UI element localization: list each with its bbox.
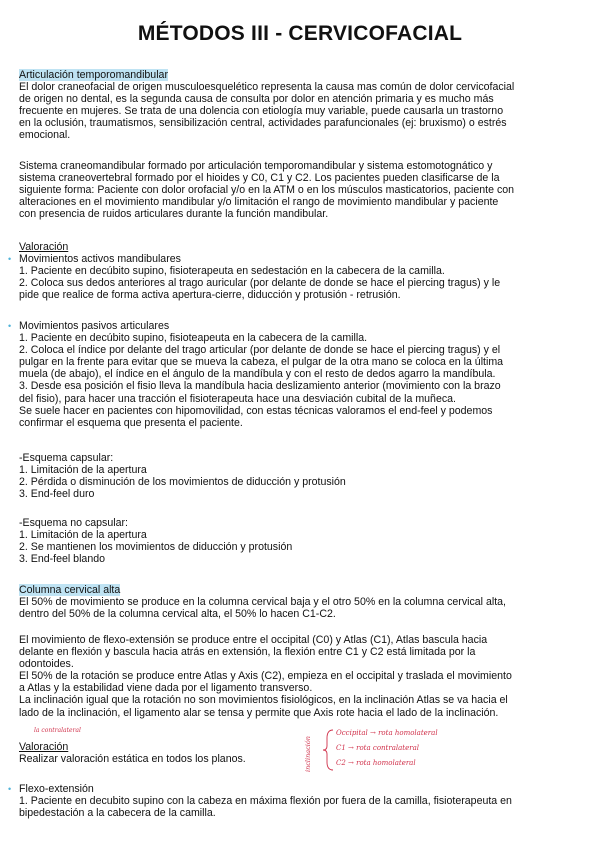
cervical-heading: Columna cervical alta <box>19 584 121 596</box>
pasivos-block <box>19 320 581 429</box>
cervical-valoracion-heading: Valoración <box>19 741 69 753</box>
text-line: -Esquema capsular: <box>19 452 114 464</box>
text-line: 1. Paciente en decubito supino con la cabeza en máxima flexión por fuera de la camilla, fisioterapeuta en <box>19 795 512 808</box>
text-line: El movimiento de flexo-extensión se produce entre el occipital (C0) y Atlas (C1), Atlas bascula hacia <box>19 634 488 646</box>
cervical-paragraph-2 <box>19 634 581 719</box>
text-line: 3. End-feel blando <box>19 553 105 566</box>
esquema-capsular-block <box>19 452 581 500</box>
text-line: odontoides. <box>19 658 74 671</box>
bullet-icon: • <box>8 254 12 264</box>
handwritten-note-line: C2 → rota homolateral <box>336 759 416 767</box>
text-line: -Esquema no capsular: <box>19 517 128 529</box>
text-line: Movimientos pasivos articulares <box>19 320 170 332</box>
cervical-paragraph-1 <box>19 596 581 620</box>
bullet-icon: • <box>8 784 12 794</box>
text-line: bipedestación a la cabecera de la camilla. <box>19 807 216 820</box>
activos-block <box>19 253 581 301</box>
text-line: 1. Paciente en decúbito supino, fisioterapeuta en sedestación en la cabecera de la camilla. <box>19 265 445 278</box>
text-line: frecuente en mujeres. Se trata de una dolencia con etiología muy variable, puede causarla un trastorno <box>19 105 504 118</box>
text-line: dentro del 50% de la columna cervical alta, el 50% lo hacen C1-C2. <box>19 608 336 621</box>
text-line: del fisio), para hacer una tracción el fisioterapeuta hace una desviación cubital de la muñeca. <box>19 392 456 405</box>
text-line: muela (de abajo), el índice en el ángulo de la mandíbula y con el resto de dedos agarro la mandíbula. <box>19 368 496 381</box>
text-line: sistema craneovertebral formado por el hioides y C0, C1 y C2. Los pacientes pueden clasificarse de la <box>19 172 500 185</box>
text-line: confirmar el esquema que presenta el paciente. <box>19 416 243 429</box>
atm-heading: Articulación temporomandibular <box>19 69 168 81</box>
handwritten-brace <box>322 728 336 772</box>
text-line: lado de la inclinación, el ligamento alar se tensa y permite que Axis rote hacia el lado de la inclinación. <box>19 706 499 719</box>
text-line: 1. Paciente en decúbito supino, fisioteapeuta en la cabecera de la camilla. <box>19 332 368 345</box>
text-line: con presencia de ruidos articulares durante la función mandibular. <box>19 208 329 221</box>
text-line: a Atlas y la estabilidad viene dada por el ligamento transverso. <box>19 682 313 695</box>
atm-paragraph-1 <box>19 81 581 141</box>
text-line: Movimientos activos mandibulares <box>19 253 181 265</box>
cervical-valoracion-block <box>19 741 581 765</box>
handwritten-side-label: inclinación <box>304 736 312 772</box>
text-line: en la oclusión, traumatismos, sensibilización central, actividades parafuncionales (ej: bruxismo) o estrés <box>19 117 507 130</box>
text-line: delante en flexión y bascula hacia atrás en extensión, la flexión entre C1 y C2 está limitada por la <box>19 646 476 659</box>
text-line: pide que realice de forma activa apertura-cierre, diducción y protusión - retrusión. <box>19 289 401 302</box>
text-line: 2. Coloca sus dedos anteriores al trago auricular (por delante de donde se hace el piercing tragus) y le <box>19 277 501 290</box>
text-line: El 50% de movimiento se produce en la columna cervical baja y el otro 50% en la columna cervical alta, <box>19 596 506 608</box>
text-line: de origen no dental, es la segunda causa de consulta por dolor en atención primaria y es mucho más <box>19 93 494 106</box>
text-line: Se suele hacer en pacientes con hipomovilidad, con estas técnicas valoramos el end-feel y podemos <box>19 404 493 417</box>
text-line: 2. Pérdida o disminución de los movimientos de diducción y protusión <box>19 476 346 489</box>
text-line: Flexo-extensión <box>19 783 94 795</box>
text-line: siguiente forma: Paciente con dolor orofacial y/o en la ATM o en los músculos masticatorios, paciente con <box>19 184 515 197</box>
page-title: MÉTODOS III - CERVICOFACIAL <box>137 22 463 45</box>
text-line: 3. End-feel duro <box>19 488 95 501</box>
text-line: El 50% de la rotación se produce entre Atlas y Axis (C2), empieza en el occipital y traslada el movimiento <box>19 670 512 683</box>
valoracion-heading-block <box>19 241 581 253</box>
bullet-icon: • <box>8 321 12 331</box>
flexo-extension-block <box>19 783 581 819</box>
handwritten-note-line: C1 → rota contralateral <box>336 744 419 752</box>
text-line: La inclinación igual que la rotación no son movimientos fisiológicos, en la inclinación Atlas se va hacia el <box>19 694 508 707</box>
atm-heading-block <box>19 69 581 81</box>
text-line: 1. Limitación de la apertura <box>19 464 147 477</box>
text-line: 3. Desde esa posición el fisio lleva la mandíbula hacia deslizamiento anterior (movimiento con la brazo <box>19 380 501 393</box>
text-line: Realizar valoración estática en todos los planos. <box>19 753 246 766</box>
text-line: 2. Se mantienen los movimientos de diducción y protusión <box>19 541 293 554</box>
cervical-heading-block <box>19 584 581 596</box>
text-line: 2. Coloca el índice por delante del trago articular (por delante de donde se hace el piercing tragus) y el <box>19 344 501 357</box>
handwritten-note-line: Occipital → rota homolateral <box>336 729 438 737</box>
esquema-no-capsular-block <box>19 517 581 565</box>
text-line: emocional. <box>19 129 71 142</box>
text-line: 1. Limitación de la apertura <box>19 529 147 542</box>
text-line: alteraciones en el movimiento mandibular y/o limitación el rango de movimiento mandibular y paciente <box>19 196 499 209</box>
handwritten-note-contralateral: la contralateral <box>34 727 81 734</box>
text-line: pulgar en la frente para evitar que se mueva la cabeza, el pulgar de la otra mano se coloca en la última <box>19 356 504 369</box>
text-line: Sistema craneomandibular formado por articulación temporomandibular y sistema estomotognático y <box>19 160 493 172</box>
text-line: El dolor craneofacial de origen musculoesquelético representa la causa mas común de dolor cervicofacial <box>19 81 515 93</box>
atm-paragraph-2 <box>19 160 581 220</box>
valoracion-heading: Valoración <box>19 241 69 253</box>
